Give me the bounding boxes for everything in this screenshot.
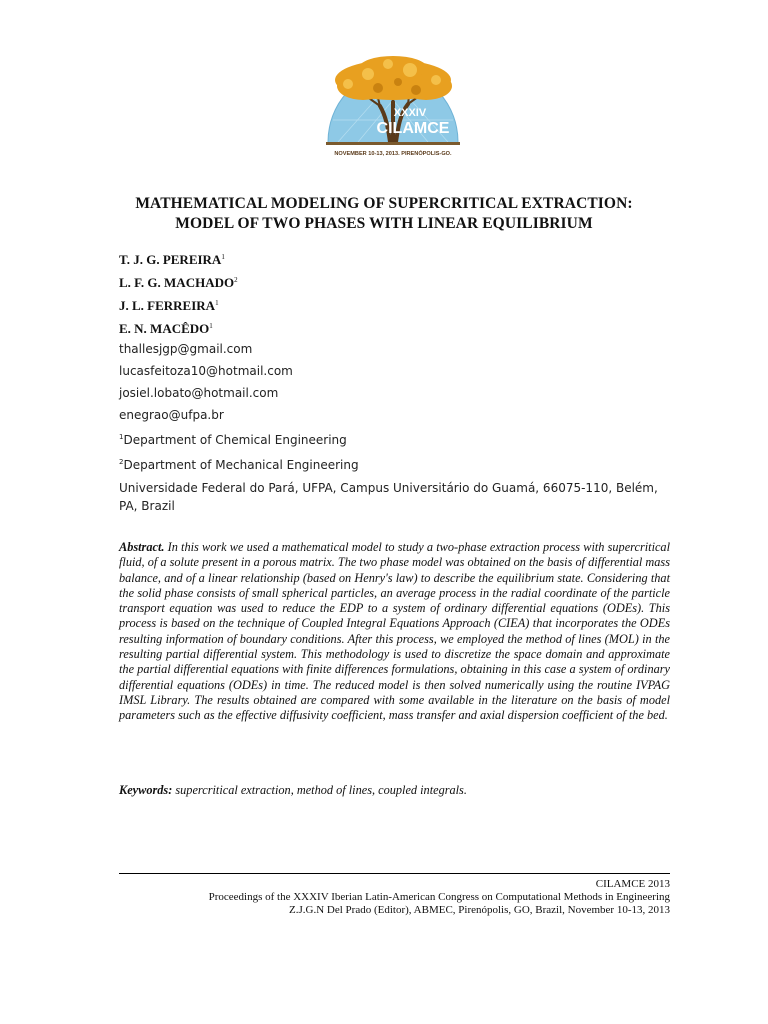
footer-rule	[119, 873, 670, 874]
keywords-label: Keywords:	[119, 783, 173, 797]
author: T. J. G. PEREIRA$^1$	[119, 252, 225, 267]
logo-line1: XXXIV	[393, 107, 427, 119]
conference-logo	[318, 50, 468, 162]
keywords-text: supercritical extraction, method of lines, coupled integrals.	[175, 783, 467, 797]
keywords	[119, 783, 670, 798]
address: Universidade Federal do Pará, UFPA, Campus Universitário do Guamá, 66075-110, Belém, PA, Brazil	[119, 481, 658, 513]
author: L. F. G. MACHADO$^2$	[119, 275, 238, 290]
abstract-text: In this work we used a mathematical model to study a two-phase extraction process with supercritical fluid, of a solute present in a porous matrix. The two phase model was obtained on the basis of differential mass balance, and of a linear relationship (based on Henry's law) to describe the equilibrium state. Considering that the solid phase consists of small spherical particles, an average process in the radial coordinate of the particle transport equation was used to reduce the EDP to a system of ordinary differential equations (ODEs). This process is based on the technique of Coupled Integral Equations Approach (CIEA) that incorporates the ODEs resulting information of boundary conditions. After this process, we employed the method of lines (MOL) in the resulting partial differential system. This methodology is used to discretize the space domain and approximate the partial differential equations with finite differences formulations, obtaining in this case a system of ordinary differential equations (ODEs) in time. The reduced model is then solved numerically using the routine IVPAG IMSL Library. The results obtained are compared with some available in the literature on the basis of model parameters such as the effective diffusivity coefficient, mass transfer and axial dispersion coefficient of the bed.	[119, 540, 671, 723]
footer	[119, 878, 670, 917]
contact-info	[119, 338, 674, 515]
abstract	[119, 540, 670, 724]
footer-line: CILAMCE 2013	[595, 878, 670, 890]
author: J. L. FERREIRA$^1$	[119, 298, 219, 313]
title-line-2: MODEL OF TWO PHASES WITH LINEAR EQUILIBRIUM	[175, 215, 593, 232]
logo-line2: CILAMCE	[376, 120, 450, 137]
paper-title	[100, 194, 668, 234]
footer-line: Proceedings of the XXXIV Iberian Latin-American Congress on Computational Methods in Engineering	[208, 891, 670, 903]
email: thallesjgp@gmail.com	[119, 342, 253, 356]
author: E. N. MACÊDO$^1$	[119, 321, 213, 336]
affiliation: $^2$Department of Mechanical Engineering	[119, 458, 359, 472]
email: enegrao@ufpa.br	[119, 408, 224, 422]
tree-logo-icon	[318, 50, 468, 162]
email: lucasfeitoza10@hotmail.com	[119, 364, 293, 378]
footer-line: Z.J.G.N Del Prado (Editor), ABMEC, Pirenópolis, GO, Brazil, November 10-13, 2013	[289, 904, 670, 916]
author-list	[119, 246, 674, 338]
email: josiel.lobato@hotmail.com	[119, 386, 279, 400]
title-line-1: MATHEMATICAL MODELING OF SUPERCRITICAL EXTRACTION:	[135, 195, 633, 212]
logo-caption: NOVEMBER 10-13, 2013. PIRENÓPOLIS-GO.	[334, 151, 452, 157]
abstract-label: Abstract.	[119, 540, 165, 554]
affiliation: $^1$Department of Chemical Engineering	[119, 433, 347, 447]
